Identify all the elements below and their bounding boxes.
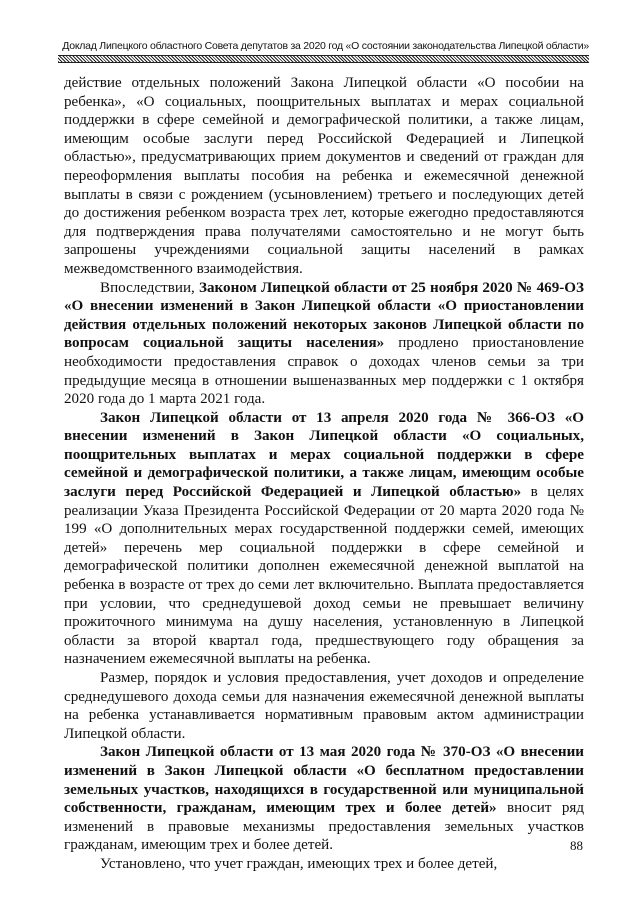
law-469-oz-title: Законом Липецкой области от 25 ноября 2020 № 469-ОЗ «О внесении изменений в Закон Липецкой области «О приостановлении действия отдельных положений некоторых законов Липецкой области по вопросам социальной защиты населения» xyxy=(64,279,584,352)
paragraph-2 xyxy=(64,279,584,409)
paragraph-2-text: Впоследствии, xyxy=(100,279,200,296)
paragraph-3-text: в целях реализации Указа Президента Российской Федерации от 20 марта 2020 года № 199 «О дополнительных мерах государственной поддержки семей, имеющих детей» перечень мер социальной поддержки в сфере семейной и демографической политики дополнен ежемесячной денежной выплатой на ребенка в возрасте от трех до семи лет включительно. Выплата предоставляется при условии, что среднедушевой доход семьи не превышает величину прожиточного минимума на душу населения, установленную в Липецкой области за второй квартал года, предшествующего году обращения за назначением ежемесячной выплаты на ребенка. xyxy=(64,484,584,668)
document-body xyxy=(64,74,584,874)
paragraph-5 xyxy=(64,743,584,855)
header-rule xyxy=(58,55,589,63)
paragraph-6 xyxy=(64,855,584,874)
page-number: 88 xyxy=(570,838,583,853)
paragraph-6-text: Установлено, что учет граждан, имеющих трех и более детей, xyxy=(100,855,498,872)
paragraph-4 xyxy=(64,669,584,743)
paragraph-5-text: вносит ряд изменений в правовые механизмы предоставления земельных участков гражданам, имеющим трех и более детей. xyxy=(64,800,584,854)
law-366-oz-title: Закон Липецкой области от 13 апреля 2020 года № 366-ОЗ «О внесении изменений в Закон Липецкой области «О социальных, поощрительных выплатах и мерах социальной поддержки в сфере семейной и демографической политики, а также лицам, имеющим особые заслуги перед Российской Федерацией и Липецкой областью» xyxy=(64,409,584,501)
paragraph-1-text: действие отдельных положений Закона Липецкой области «О пособии на ребенка», «О социальных, поощрительных выплатах и мерах социальной поддержки в сфере семейной и демографической политики, а также лицам, имеющим особые заслуги перед Российской Федерацией и Липецкой областью», предусматривающих прием документов и сведений от граждан для переоформления выплаты пособия на ребенка и ежемесячной денежной выплаты в связи с рождением (усыновлением) третьего и последующих детей до достижения ребенком возраста трех лет, которые ежегодно предоставляются для подтверждения права получателями самостоятельно и не могут быть запрошены учреждениями социальной защиты населений в рамках межведомственного взаимодействия. xyxy=(64,75,584,277)
paragraph-4-text: Размер, порядок и условия предоставления, учет доходов и определение среднедушевого дохода семьи для назначения ежемесячной денежной выплаты на ребенка устанавливается нормативным правовым актом администрации Липецкой области. xyxy=(64,670,584,742)
paragraph-3 xyxy=(64,409,584,669)
law-370-oz-title: Закон Липецкой области от 13 мая 2020 года № 370-ОЗ «О внесении изменений в Закон Липецкой области «О бесплатном предоставлении земельных участков, находящихся в государственной или муниципальной собственности, гражданам, имеющим трех и более детей» xyxy=(64,744,584,817)
running-header: Доклад Липецкого областного Совета депутатов за 2020 год «О состоянии законодательства Липецкой области» xyxy=(62,40,589,52)
paragraph-1 xyxy=(64,74,584,279)
paragraph-2-text-end: продлено приостановление необходимости предоставления справок о доходах членов семьи за три предыдущие месяца в отношении вышеназванных мер поддержки с 1 октября 2020 года до 1 марта 2021 года. xyxy=(64,335,584,408)
